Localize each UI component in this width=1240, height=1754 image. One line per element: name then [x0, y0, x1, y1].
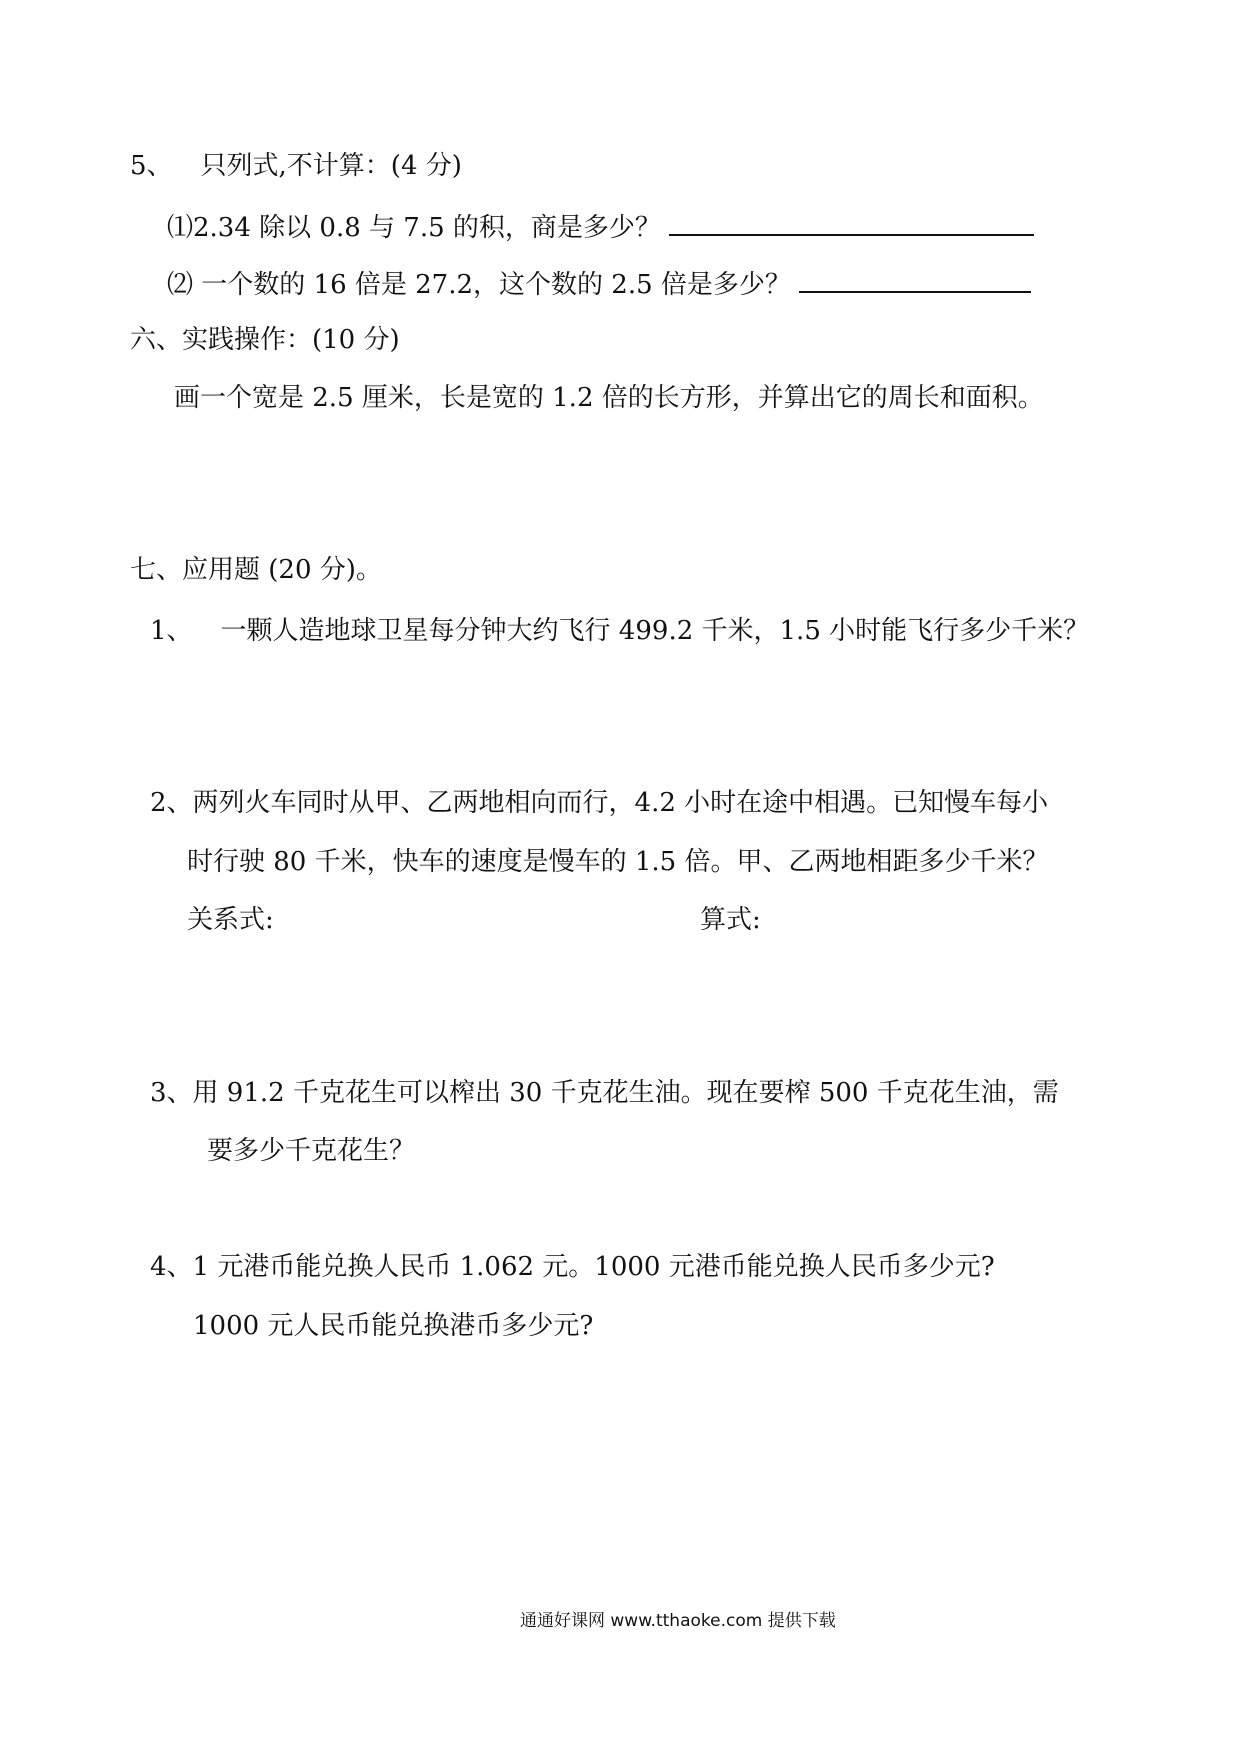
problem-2-formula-label: 算式: — [700, 905, 761, 935]
problem-4-line-2: 1000 元人民币能兑换港币多少元? — [193, 1311, 594, 1341]
problem-1-number: 1、 — [150, 616, 193, 646]
q5-item-1 — [167, 208, 1034, 245]
q5-number: 5、 — [130, 151, 173, 181]
section6-text: 画一个宽是 2.5 厘米，长是宽的 1.2 倍的长方形，并算出它的周长和面积。 — [174, 383, 1044, 413]
q5-item-2-answer-blank[interactable] — [799, 265, 1031, 293]
q5-heading — [130, 149, 462, 183]
q5-item-2-text: ⑵ 一个数的 16 倍是 27.2，这个数的 2.5 倍是多少？ — [167, 270, 791, 300]
page-footer: 通通好课网 www.tthaoke.com 提供下载 — [520, 1611, 836, 1631]
section6-heading: 六、实践操作：(10 分) — [130, 325, 400, 355]
problem-2-line-1: 2、两列火车同时从甲、乙两地相向而行，4.2 小时在途中相遇。已知慢车每小 — [150, 788, 1049, 818]
q5-item-1-text: ⑴2.34 除以 0.8 与 7.5 的积，商是多少？ — [167, 213, 661, 243]
problem-2-relation-label: 关系式: — [187, 905, 274, 935]
q5-heading-text: 只列式,不计算：(4 分) — [200, 151, 462, 181]
problem-2-line-2: 时行驶 80 千米，快车的速度是慢车的 1.5 倍。甲、乙两地相距多少千米？ — [187, 847, 1049, 877]
problem-1 — [150, 614, 1089, 648]
q5-item-2 — [167, 265, 1031, 302]
problem-1-text: 一颗人造地球卫星每分钟大约飞行 499.2 千米，1.5 小时能飞行多少千米？ — [220, 616, 1090, 646]
problem-3-line-1: 3、用 91.2 千克花生可以榨出 30 千克花生油。现在要榨 500 千克花生油，需 — [150, 1078, 1059, 1108]
problem-4-line-1: 4、1 元港币能兑换人民币 1.062 元。1000 元港币能兑换人民币多少元? — [150, 1252, 995, 1282]
section7-heading: 七、应用题 (20 分)。 — [130, 555, 382, 585]
problem-3-line-2: 要多少千克花生？ — [207, 1136, 416, 1166]
q5-item-1-answer-blank[interactable] — [669, 208, 1034, 236]
